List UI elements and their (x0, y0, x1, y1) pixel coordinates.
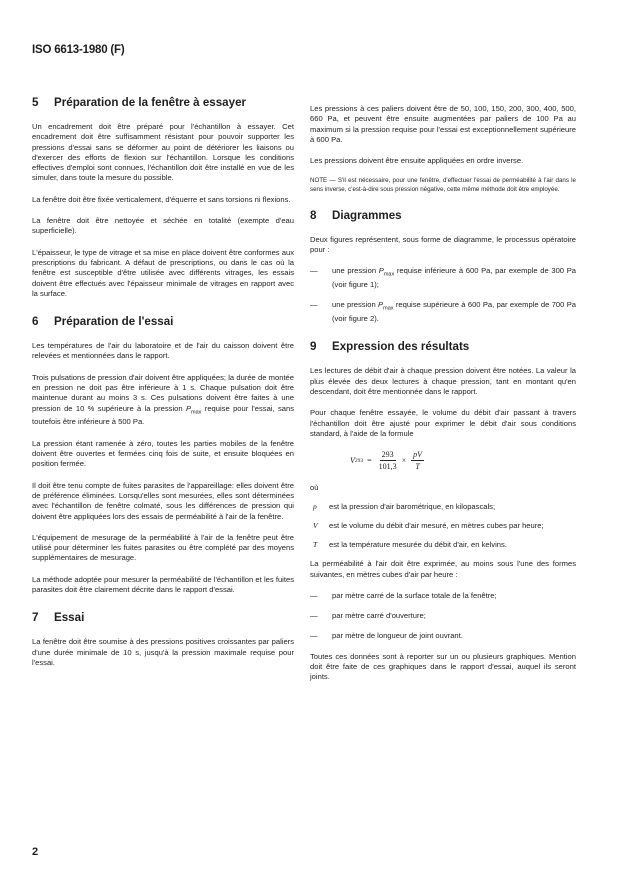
paragraph: Il doit être tenu compte de fuites parasites de l'appareillage: elles doivent être de préférence éliminées. Lorsqu'elles sont mesurées, elles sont déterminées avec l'échantillon de fenêtre colmaté, sous les différences de pression qui doivent être appliquées lors des essais de perméabilité à l'air de la fenêtre. (32, 480, 294, 521)
list-item-text (332, 266, 576, 290)
section-9-heading (310, 340, 576, 353)
paragraph: Les lectures de débit d'air à chaque pression doivent être notées. La valeur la plus élevée des deux lectures à chaque pression, tant en montant qu'en descendant, doit être mentionnée dans le rapport. (310, 366, 576, 397)
dash-bullet: — (310, 266, 318, 276)
formula-times: × (401, 456, 407, 466)
section-title: Expression des résultats (332, 340, 470, 354)
denominator: 101,3 (378, 462, 397, 472)
section-title: Diagrammes (332, 208, 402, 222)
section-number: 5 (32, 96, 39, 109)
list-item (310, 300, 576, 324)
paragraph: La fenêtre doit être soumise à des pressions positives croissantes par paliers d'une durée minimale de 10 s, jusqu'à la pression maximale requise pour l'essai. (32, 637, 294, 667)
definition-item (310, 540, 576, 550)
list-item (310, 266, 576, 290)
list-item (310, 631, 576, 641)
paragraph: Un encadrement doit être préparé pour l'échantillon à essayer. Cet encadrement doit être suffisamment résistant pour pouvoir supporter les pressions d'essai sans se déformer au point de détériorer les liaisons ou d'exercer des efforts de flexion sur l'échantillon. Lorsque les conditions effectives d'emploi sont connues, l'échantillon doit être installé en vue de les simuler, dans toute la mesure du possible. (32, 122, 294, 183)
list-item-text: par mètre carré d'ouverture; (332, 611, 426, 621)
section-number: 7 (32, 611, 39, 625)
numerator: 293 (381, 450, 394, 460)
definition-item (310, 521, 576, 531)
note: NOTE — S'il est nécessaire, pour une fenêtre, d'effectuer l'essai de perméabilité à l'air dans le sens inverse, c'est-à-dire sous pression négative, cette même méthode doit être employée. (310, 177, 576, 194)
paragraph (32, 373, 294, 428)
paragraph: Toutes ces données sont à reporter sur un ou plusieurs graphiques. Mention doit être faite de ces graphiques dans le rapport d'essai, auquel ils seront joints. (310, 651, 576, 682)
paragraph: Deux figures représentent, sous forme de diagramme, le processus opératoire pour : (310, 234, 576, 254)
definition-text: est la pression d'air barométrique, en kilopascals; (329, 502, 496, 512)
list-item-text: par mètre de longueur de joint ouvrant. (332, 631, 463, 641)
paragraph: Les pressions doivent être ensuite appliquées en ordre inverse. (310, 156, 524, 166)
definition-symbol: T (313, 540, 318, 550)
right-column (310, 104, 576, 699)
section-7-heading (32, 611, 294, 624)
definition-text: est la température mesurée du débit d'air, en kelvins. (329, 540, 507, 550)
fraction (379, 450, 397, 471)
symbol-subscript: max (383, 305, 394, 312)
section-title: Préparation de l'essai (54, 315, 174, 329)
definition-text: est le volume du débit d'air mesuré, en mètres cubes par heure; (329, 521, 544, 531)
symbol: P (378, 300, 384, 310)
page-number: 2 (32, 846, 39, 858)
list-item (310, 611, 576, 621)
list-item-text: par mètre carré de la surface totale de la fenêtre; (332, 590, 497, 600)
section-number: 9 (310, 340, 317, 354)
formula-lhs-subscript: 293 (354, 457, 364, 464)
section-number: 6 (32, 315, 39, 329)
paragraph: La perméabilité à l'air doit être exprimée, au moins sous l'une des formes suivantes, en mètres cubes d'air par heure : (310, 559, 576, 579)
paragraph: La fenêtre doit être nettoyée et séchée en totalité (exempte d'eau superficielle). (32, 216, 294, 236)
paragraph: L'épaisseur, le type de vitrage et sa mise en place doivent être conformes aux prescriptions du fabricant. A défaut de prescriptions, ou dans le cas où la fenêtre est susceptible d'être utilisée avec différents vitrages, les essais doivent être effectués avec l'épaisseur minimale de vitrages en rapport avec la surface. (32, 247, 294, 298)
dash-bullet: — (310, 631, 318, 641)
section-5-heading (32, 96, 294, 109)
paragraph: Les températures de l'air du laboratoire et de l'air du caisson doivent être relevées et mentionnées dans le rapport. (32, 341, 294, 361)
definition-item (310, 502, 576, 512)
section-8-heading (310, 209, 576, 222)
text-run: une pression (332, 300, 379, 310)
section-9 (310, 340, 576, 682)
symbol-subscript: max (191, 409, 202, 416)
paragraph: Les pressions à ces paliers doivent être de 50, 100, 150, 200, 300, 400, 500, 660 Pa, et peuvent être ensuite augmentées par paliers de 100 Pa au maximum si la pression requise pour l'essai est exceptionnellement supérieure à 600 Pa. (310, 104, 576, 144)
section-number: 8 (310, 208, 317, 222)
formula-equals: = (367, 456, 372, 466)
formula (350, 450, 576, 471)
section-6-heading (32, 315, 294, 328)
fraction (411, 450, 424, 471)
symbol: P (185, 403, 192, 413)
section-title: Préparation de la fenêtre à essayer (54, 96, 247, 109)
section-8 (310, 209, 576, 325)
section-6 (32, 315, 294, 595)
list-item (310, 591, 576, 601)
text-run: une pression (332, 266, 379, 276)
text-run: requise pour l'essai, sans toutefois être inférieure à 500 Pa. (32, 403, 295, 427)
document-header: ISO 6613-1980 (F) (32, 44, 125, 56)
paragraph: La méthode adoptée pour mesurer la perméabilité de l'échantillon et les fuites parasites doit être clairement décrite dans le rapport d'essai. (32, 574, 294, 595)
definition-symbol: V (313, 521, 318, 531)
text-run: requise supérieure à 600 Pa, par exemple de 700 Pa (voir figure 2). (332, 300, 577, 324)
section-7 (32, 611, 294, 668)
numerator: pV (413, 450, 423, 460)
symbol: P (378, 266, 384, 276)
paragraph: Pour chaque fenêtre essayée, le volume du débit d'air passant à travers l'échantillon doit être ajusté pour exprimer le débit d'air sous conditions standard, à l'aide de la formule (310, 408, 576, 438)
denominator: T (415, 462, 420, 472)
section-5 (32, 96, 294, 299)
symbol-subscript: max (383, 271, 395, 278)
paragraph: La fenêtre doit être fixée verticalement, d'équerre et sans torsions ni flexions. (32, 194, 291, 204)
definition-symbol: p (313, 502, 317, 512)
text-run: requise inférieure à 600 Pa, par exemple de 300 Pa (voir figure 1); (332, 266, 576, 290)
left-column (32, 96, 294, 684)
formula-lhs: V (350, 456, 355, 466)
paragraph: La pression étant ramenée à zéro, toutes les parties mobiles de la fenêtre doivent être ouvertes et fermées cinq fois de suite, et ensuite bloquées en position fermée. (32, 438, 294, 469)
text-run: Trois pulsations de pression d'air doivent être appliquées; la durée de montée en pression ne doit pas être inférieure à 1 s. Chaque pulsation doit être maintenue durant au moins 3 s. Ces pulsations doivent être faites à une pression de 10 % supérieure à la pression (32, 372, 294, 413)
dash-bullet: — (310, 590, 318, 600)
dash-bullet: — (310, 300, 318, 310)
paragraph: L'équipement de mesurage de la perméabilité à l'air de la fenêtre peut être utilisé pour déterminer les fuites parasites ou être complété par des moyens supplémentaires de mesurage. (32, 532, 294, 563)
dash-bullet: — (310, 611, 318, 621)
section-title: Essai (54, 611, 85, 625)
where-label: où (310, 483, 319, 493)
list-item-text (332, 300, 576, 324)
